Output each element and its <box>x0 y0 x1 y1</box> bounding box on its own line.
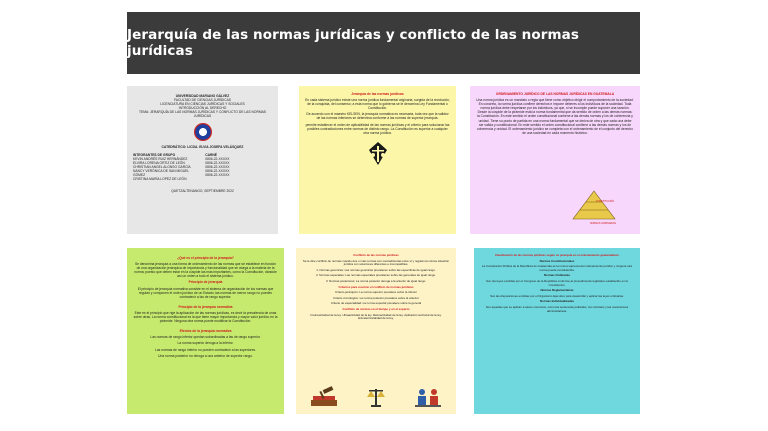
teacher-line: CATEDRÁTICO: LICDA. ELVIA JOSEFA VELÁSQUEZ <box>161 144 244 149</box>
member-id: 0806-22-XXXXX <box>205 169 230 174</box>
jerarquia-text: permite establecer el orden de aplicabilidad de las normas jurídicas y el criterio para solucionar las posibles contradicciones entre normas de distinto rango. La Constitución es superior a cualquier otra norma jurídica. <box>305 122 450 135</box>
conflicto-text: Se le dice conflicto de normas cuando dos o más normas son contradictorias entre sí y regulan la misma situación jurídica con soluciones diferentes e incompatibles. <box>302 258 450 267</box>
jerarquia-text: En cada sistema jurídico existe una norma jurídica fundamental originaria, surgida de la revolución, de la conquista, del consenso; a esta norma que lo gobierna se le denomina Ley Fundamental o Constitución. <box>305 98 450 111</box>
members-names <box>133 153 200 182</box>
criteria-item: Criterio de especialidad: La norma especial prevalece sobre la general <box>330 301 422 306</box>
effect-item: La norma superior deroga a la inferior. <box>177 341 234 346</box>
clasificacion-card <box>474 248 640 414</box>
ids-header: CARNÉ <box>205 152 218 157</box>
conflicto-card <box>296 248 456 414</box>
section-title: Normas Constitucionales <box>539 258 575 263</box>
jerarquia-card <box>299 86 456 234</box>
member-name: CRISTINA MARÍA LOPEZ DE LEÓN <box>133 177 187 182</box>
conflicto-text: Irretroactividad de la ley. Ultraactividad de la ley. Retroactividad de la ley. Aplicación territorial de la ley. Extraterritorialidad de la ley. <box>310 312 442 321</box>
effect-item: Una norma posterior no deroga a una anterior de superior rango. <box>158 353 253 358</box>
cover-header <box>133 94 272 119</box>
ordenamiento-card <box>470 86 640 234</box>
conflicto-heading: Criterios para resolver el conflicto de normas jurídicas <box>338 284 414 289</box>
conflicto-heading: Conflicto de las normas jurídicas <box>353 253 399 257</box>
section-title: Normas Reglamentarias <box>540 288 574 293</box>
member-id: 0806-22-XXXXX <box>205 160 230 165</box>
cover-line: LICENCIATURA EN CIENCIAS JURÍDICAS Y SOCIALES <box>160 102 245 107</box>
ordenamiento-text: Una norma jurídica es un mandato o regla que tiene como objetivo dirigir el comportamiento de la sociedad. En concreto, la norma jurídica confiere derechos e impone deberes a los individuos de la sociedad. Toda norma jurídica debe respetarse por los individuos, ya que, si se incumple puede suponer una sanción. Desde la cúspide de la pirámide está la norma fundamental que da sentido de orden a las demás normas: la Constitución. En este sentido el orden constitucional contiene a las demás normas y los de coherencia y unidad. Tiene su punto de partida en una norma fundamental que se deriva de otra y que cada una debe ser valida y constitucional. En este sentido el orden constitucional contiene a las demás normas y los de coherencia y unidad. El ordenamiento jurídico se completa con el ordenamiento de el conjunto del derecho de una sociedad en cada momento histórico. <box>476 98 634 135</box>
member-id: 0806-22-XXXXX <box>205 164 230 169</box>
principio-text: Se denomina jerarquía a una forma de ordenamiento de las normas que se establece en función de una organización jerárquica de importancia y funcionalidad que se otorga a la materia de la norma; puesto que deben estar en la cúspide las más importantes, como la Constitución, dándole así un orden a todo el sistema jurídico. <box>134 262 277 279</box>
people-books-icon <box>413 386 443 408</box>
page-title: Jerarquía de las normas jurídicas y conflicto de las normas jurídicas <box>127 27 580 59</box>
criteria-item: Criterio cronológico: La norma posterior prevalece sobre la anterior <box>333 295 419 300</box>
members-table <box>133 153 272 182</box>
conflicto-images <box>296 386 456 408</box>
principio-heading: Principio de jerarquía <box>188 280 223 285</box>
section-title: Normas Individualizadas <box>540 299 574 304</box>
effect-item: Las normas de rango inferior no pueden contradecir a las superiores. <box>155 347 256 352</box>
section-text: Son las disposiciones emitidas por el Organismo Ejecutivo para desarrollar y aplicar las leyes ordinarias. <box>490 293 624 298</box>
section-text: La Constitución Política de la República de Guatemala es la norma suprema del ordenamiento jurídico y ninguna otra norma puede contradecirla. <box>481 264 633 272</box>
cover-line: TEMA: JERARQUÍA DE LAS NORMAS JURÍDICAS Y CONFLICTO DE LAS NORMAS JURÍDICAS <box>139 110 266 119</box>
effect-item: Las normas de rango inferior quedan subordinadas a las de rango superior. <box>150 335 261 340</box>
scales-of-justice-icon <box>365 386 387 408</box>
cover-card <box>127 86 278 234</box>
gavel-books-icon <box>309 386 339 408</box>
principio-text: El principio de jerarquía normativa consiste en el sistema de organización de los normas que regulan y componen el orden jurídico de un Estado; las normas de menor rango no pueden contradecir a las de rango superior. <box>137 286 274 299</box>
member-id: 0806-22-XXXXX <box>205 156 230 161</box>
principio-card <box>127 248 284 414</box>
pyramid-icon <box>572 190 616 220</box>
criteria-item: Criterio jerárquico: La norma superior prevalece sobre la inferior <box>335 290 417 295</box>
jerarquia-heading: Jerarquía de las normas jurídicas <box>351 92 404 96</box>
member-name: KEVIN ANDRÉS RUIZ HERNÁNDEZ <box>133 156 188 161</box>
member-id: 0806-22-XXXXX <box>205 173 230 178</box>
conflicto-heading: Conflicto de normas en el tiempo y en el espacio <box>342 306 410 311</box>
conflicto-item: 1. Normas genéricas: Las normas genéricas prevalecen sobre las específicas de igual rango. <box>316 267 436 272</box>
conflicto-item: 3. Normas posteriores: La norma posterior deroga a la anterior de igual rango. <box>325 278 427 283</box>
section-text: Son aquellas que se aplican a casos concretos, como las sentencias judiciales, los contratos y las resoluciones administrativas. <box>485 304 629 313</box>
cover-line: INTRODUCCIÓN AL DERECHO <box>178 106 227 111</box>
principio-text: Este es el principio que rige la aplicación de las normas jurídicas, es decir la prevalencia de unas sobre otras. La norma constitucional es la que tiene mayor importancia y mayor valor jurídico en la pirámide. Ninguna otra norma puede modificar la Constitución. <box>133 310 278 324</box>
section-title: Normas Ordinarias <box>543 273 571 278</box>
principio-heading: Efectos de la jerarquía normativa <box>179 329 232 334</box>
justice-scales-icon <box>367 141 389 167</box>
cover-line: UNIVERSIDAD MARIANO GÁLVEZ <box>175 94 230 98</box>
place-date: QUETZALTENANGO, SEPTIEMBRE 2022 <box>171 189 234 194</box>
title-bar <box>127 12 640 74</box>
principio-heading: ¿Qué es el principio de la jerarquía? <box>177 256 234 260</box>
conflicto-item: 2. Normas especiales: Las normas especiales prevalecen sobre las generales de igual rango. <box>316 273 436 278</box>
university-seal-icon <box>194 123 212 141</box>
section-text: Son las leyes emitidas por el Congreso de la República conforme al procedimiento legislativo establecido en la Constitución. <box>486 278 628 287</box>
pyramid-bottom-label: NORMAS ORDINARIAS <box>589 221 616 225</box>
member-name: CHRISTIAN ANGEL ALONSO GARCÍA <box>133 164 191 169</box>
jerarquia-text: De acuerdo con el maestro KELSEN, la jerarquía normativa es necesaria, toda vez que la validez de las normas inferiores se determina conforme a las normas de superior jerarquía. <box>306 112 449 121</box>
pyramid-top-label: CONSTITUCIÓN <box>595 199 614 203</box>
member-name: ELVIRA LORENA ORTIZ DE LEÓN <box>133 160 185 165</box>
principio-heading: Principio de la jerarquía normativa <box>178 304 233 309</box>
clasificacion-heading: Clasificación de las normas jurídicas según su jerarquía en el ordenamiento guatemalteco <box>494 253 619 257</box>
member-name: NANCY VERÓNICA DE SAN MIGUEL GÓMEZ <box>133 169 190 178</box>
cover-line: FACULTAD DE CIENCIAS JURÍDICAS <box>173 98 232 103</box>
ordenamiento-heading: ORDENAMIENTO JURÍDICO DE LAS NORMAS JURÍDICAS EN GUATEMALA <box>495 92 615 96</box>
members-ids <box>205 153 272 182</box>
members-header: INTEGRANTES DE GRUPO <box>133 152 176 157</box>
